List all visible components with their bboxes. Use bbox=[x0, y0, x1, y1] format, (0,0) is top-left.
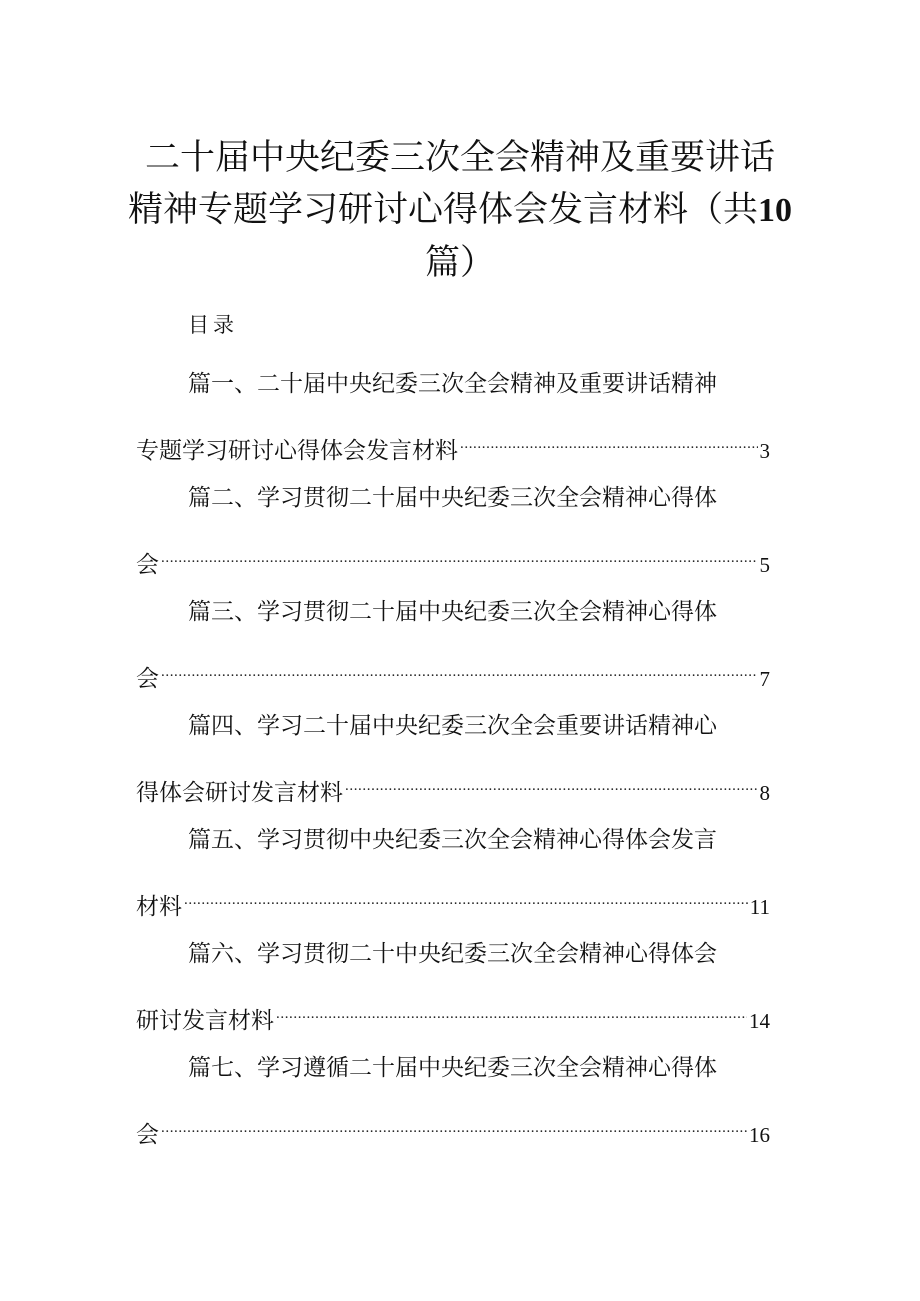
toc-entry-3[interactable] bbox=[0, 595, 920, 709]
toc-entry-title-continued: 会 bbox=[136, 552, 159, 578]
toc-dot-leader bbox=[184, 880, 748, 914]
toc-entry-2[interactable] bbox=[0, 481, 920, 595]
toc-entry-title: 篇六、学习贯彻二十中央纪委三次全会精神心得体会 bbox=[188, 941, 717, 967]
toc-entry-continuation-line bbox=[136, 880, 770, 920]
title-line-2-text: 精神专题学习研讨心得体会发言材料（共 bbox=[127, 190, 758, 230]
toc-entry-title: 篇四、学习二十届中央纪委三次全会重要讲话精神心 bbox=[188, 713, 717, 739]
toc-entry-title-continued: 材料 bbox=[136, 894, 182, 920]
toc-page-number: 16 bbox=[749, 1123, 770, 1147]
toc-entry-continuation-line bbox=[136, 766, 770, 806]
toc-entry-title: 篇三、学习贯彻二十届中央纪委三次全会精神心得体 bbox=[188, 599, 717, 625]
toc-entry-title: 篇七、学习遵循二十届中央纪委三次全会精神心得体 bbox=[188, 1055, 717, 1081]
toc-dot-leader bbox=[345, 766, 758, 800]
toc-dot-leader bbox=[161, 1108, 747, 1142]
toc-entry-continuation-line bbox=[136, 652, 770, 692]
toc-entry-continuation-line bbox=[136, 994, 770, 1034]
toc-entry-continuation-line bbox=[136, 538, 770, 578]
toc-entry-title: 篇二、学习贯彻二十届中央纪委三次全会精神心得体 bbox=[188, 485, 717, 511]
title-line-3: 篇） bbox=[424, 243, 495, 283]
title-count: 10 bbox=[758, 192, 792, 229]
toc-entry-continuation-line bbox=[136, 1108, 770, 1148]
toc-entry-title-continued: 会 bbox=[136, 1122, 159, 1148]
toc-entry-1[interactable] bbox=[0, 367, 920, 481]
toc-entry-title-continued: 研讨发言材料 bbox=[136, 1008, 274, 1034]
title-line-1: 二十届中央纪委三次全会精神及重要讲话 bbox=[144, 138, 775, 178]
toc-entry-title-continued: 专题学习研讨心得体会发言材料 bbox=[136, 438, 458, 464]
toc-page-number: 7 bbox=[759, 667, 770, 691]
toc-page-number: 5 bbox=[759, 553, 770, 577]
toc-heading: 目录 bbox=[188, 313, 238, 337]
toc-dot-leader bbox=[161, 538, 758, 572]
toc-page-number: 8 bbox=[759, 781, 770, 805]
toc-entry-5[interactable] bbox=[0, 823, 920, 937]
toc-entry-title: 篇一、二十届中央纪委三次全会精神及重要讲话精神 bbox=[188, 371, 717, 397]
toc-dot-leader bbox=[161, 652, 758, 686]
title-line-2 bbox=[120, 184, 800, 237]
toc-entry-title-continued: 得体会研讨发言材料 bbox=[136, 780, 343, 806]
toc-page-number: 11 bbox=[749, 895, 770, 919]
toc-entry-7[interactable] bbox=[0, 1051, 920, 1165]
toc-page-number: 14 bbox=[749, 1009, 770, 1033]
document-title bbox=[120, 132, 800, 289]
toc-entry-title: 篇五、学习贯彻中央纪委三次全会精神心得体会发言 bbox=[188, 827, 717, 853]
toc-dot-leader bbox=[276, 994, 747, 1028]
toc-dot-leader bbox=[460, 424, 758, 458]
toc-entry-continuation-line bbox=[136, 424, 770, 464]
toc-entry-4[interactable] bbox=[0, 709, 920, 823]
toc-page-number: 3 bbox=[759, 439, 770, 463]
toc-entry-title-continued: 会 bbox=[136, 666, 159, 692]
toc-entry-6[interactable] bbox=[0, 937, 920, 1051]
